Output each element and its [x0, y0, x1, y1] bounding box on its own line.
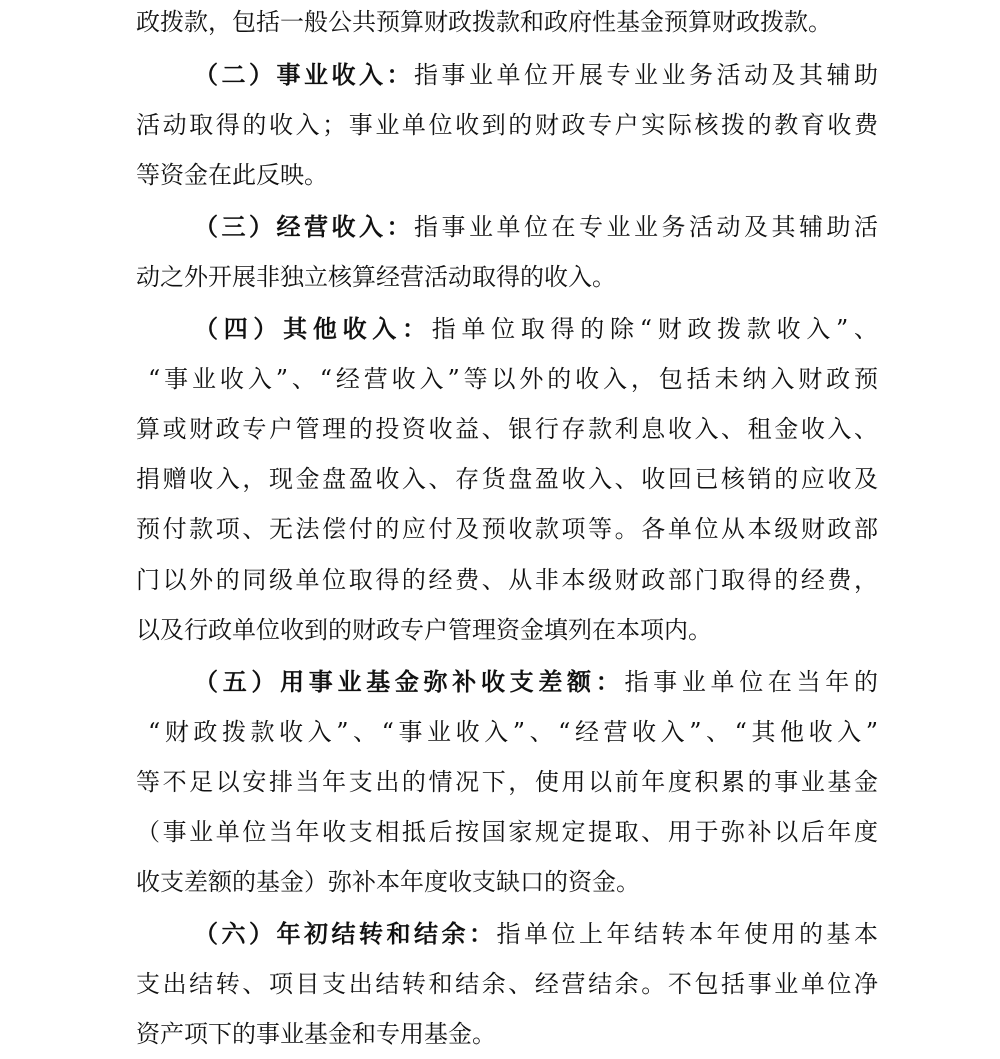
paragraph-2-line-1-text: 指事业单位开展专业业务活动及其辅助	[414, 61, 878, 89]
paragraph-2-heading: （二）事业收入：	[194, 60, 414, 89]
paragraph-3-heading: （三）经营收入：	[194, 212, 414, 241]
paragraph-6-line-1-text: 指单位上年结转本年使用的基本	[496, 920, 878, 948]
paragraph-3-line-1	[194, 209, 878, 245]
paragraph-6-line-1	[194, 916, 878, 952]
paragraph-4-heading: （四）其他收入：	[194, 314, 432, 343]
paragraph-4-line-5: 预付款项、无法偿付的应付及预收款项等。各单位从本级财政部	[136, 515, 878, 543]
paragraph-5-line-1	[194, 664, 878, 700]
paragraph-5-line-3: 等不足以安排当年支出的情况下，使用以前年度积累的事业基金	[136, 768, 878, 796]
paragraph-6-line-2: 支出结转、项目支出结转和结余、经营结余。不包括事业单位净	[136, 970, 878, 998]
paragraph-3-line-2: 动之外开展非独立核算经营活动取得的收入。	[136, 263, 616, 291]
paragraph-5-line-5: 收支差额的基金）弥补本年度收支缺口的资金。	[136, 868, 640, 896]
paragraph-4-line-7: 以及行政单位收到的财政专户管理资金填列在本项内。	[136, 616, 712, 644]
paragraph-4-line-3: 算或财政专户管理的投资收益、银行存款利息收入、租金收入、	[136, 415, 878, 443]
paragraph-4-line-1	[194, 311, 878, 347]
paragraph-4-line-6: 门以外的同级单位取得的经费、从非本级财政部门取得的经费，	[136, 566, 878, 594]
paragraph-5-heading: （五）用事业基金弥补收支差额：	[194, 667, 625, 696]
paragraph-5-line-2: “财政拨款收入”、“事业收入”、“经营收入”、“其他收入”	[148, 718, 878, 746]
paragraph-4-line-1-text: 指单位取得的除“财政拨款收入”、	[431, 315, 879, 343]
paragraph-2-line-1	[194, 57, 878, 93]
paragraph-6-line-3: 资产项下的事业基金和专用基金。	[136, 1020, 496, 1048]
paragraph-6-heading: （六）年初结转和结余：	[194, 919, 497, 948]
paragraph-2-line-2: 活动取得的收入；事业单位收到的财政专户实际核拨的教育收费	[136, 111, 878, 139]
paragraph-2-line-3: 等资金在此反映。	[136, 161, 328, 189]
paragraph-5-line-1-text: 指事业单位在当年的	[624, 668, 879, 696]
paragraph-4-line-4: 捐赠收入，现金盘盈收入、存货盘盈收入、收回已核销的应收及	[136, 465, 878, 493]
paragraph-4-line-2: “事业收入”、“经营收入”等以外的收入，包括未纳入财政预	[148, 365, 878, 393]
paragraph-1-line-1: 政拨款，包括一般公共预算财政拨款和政府性基金预算财政拨款。	[136, 8, 832, 36]
paragraph-3-line-1-text: 指事业单位在专业业务活动及其辅助活	[414, 213, 878, 241]
paragraph-5-line-4: （事业单位当年收支相抵后按国家规定提取、用于弥补以后年度	[136, 818, 878, 846]
